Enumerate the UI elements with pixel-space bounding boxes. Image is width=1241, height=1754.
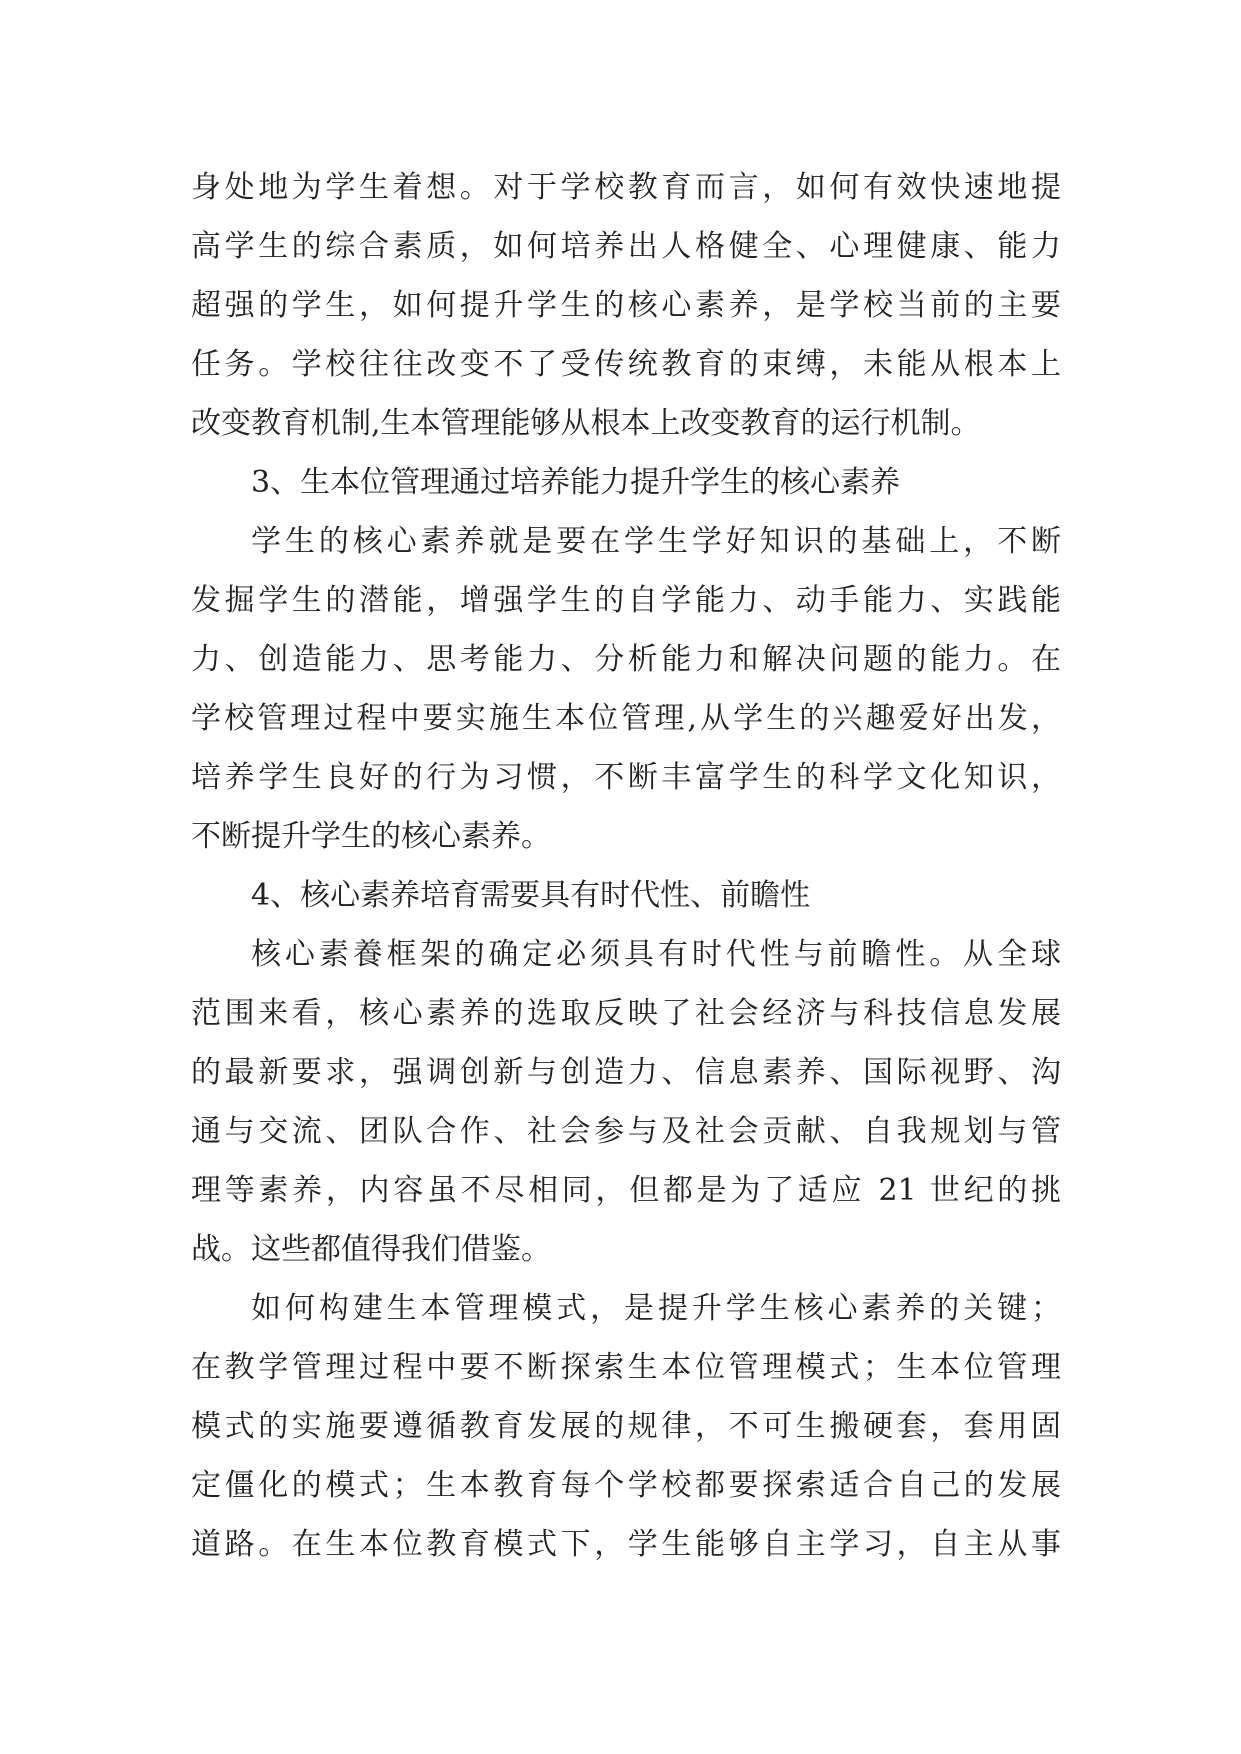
text-line: 道路。在生本位教育模式下，学生能够自主学习，自主从事: [191, 1527, 1061, 1562]
text-line: 核心素養框架的确定必须具有时代性与前瞻性。从全球: [251, 937, 1061, 972]
heading-text: 3、生本位管理通过培养能力提升学生的核心素养: [251, 465, 901, 500]
text-line: 在教学管理过程中要不断探索生本位管理模式；生本位管理: [191, 1350, 1061, 1385]
text-line: 定僵化的模式；生本教育每个学校都要探索适合自己的发展: [191, 1468, 1061, 1503]
text-line: 模式的实施要遵循教育发展的规律，不可生搬硬套，套用固: [191, 1409, 1061, 1444]
text-line: 战。这些都值得我们借鉴。: [191, 1232, 551, 1267]
text-line: 学校管理过程中要实施生本位管理,从学生的兴趣爱好出发，: [191, 701, 1061, 736]
text-line: 不断提升学生的核心素养。: [191, 819, 551, 854]
document-body: [191, 158, 1061, 1574]
text-line: 任务。学校往往改变不了受传统教育的束缚，未能从根本上: [191, 347, 1061, 382]
heading-text: 4、核心素养培育需要具有时代性、前瞻性: [251, 878, 811, 913]
text-line: 通与交流、团队合作、社会参与及社会贡献、自我规划与管: [191, 1114, 1061, 1149]
text-line: 高学生的综合素质，如何培养出人格健全、心理健康、能力: [191, 229, 1061, 264]
paragraph: [191, 1279, 1061, 1574]
text-line: 身处地为学生着想。对于学校教育而言，如何有效快速地提: [191, 170, 1061, 205]
section-heading-4: [191, 866, 1061, 925]
paragraph: [191, 925, 1061, 1279]
text-line: 学生的核心素养就是要在学生学好知识的基础上，不断: [251, 524, 1061, 559]
text-line: 理等素养，内容虽不尽相同，但都是为了适应 21 世纪的挑: [191, 1173, 1061, 1208]
text-line: 的最新要求，强调创新与创造力、信息素养、国际视野、沟: [191, 1055, 1061, 1090]
section-heading-3: [191, 453, 1061, 512]
text-line: 发掘学生的潜能，增强学生的自学能力、动手能力、实践能: [191, 583, 1061, 618]
text-line: 培养学生良好的行为习惯，不断丰富学生的科学文化知识，: [191, 760, 1061, 795]
text-line: 如何构建生本管理模式，是提升学生核心素养的关键；: [251, 1291, 1061, 1326]
text-line: 范围来看，核心素养的选取反映了社会经济与科技信息发展: [191, 996, 1061, 1031]
text-line: 改变教育机制,生本管理能够从根本上改变教育的运行机制。: [191, 406, 981, 441]
text-line: 超强的学生，如何提升学生的核心素养，是学校当前的主要: [191, 288, 1061, 323]
text-line: 力、创造能力、思考能力、分析能力和解决问题的能力。在: [191, 642, 1061, 677]
paragraph-continued: [191, 158, 1061, 453]
paragraph: [191, 512, 1061, 866]
